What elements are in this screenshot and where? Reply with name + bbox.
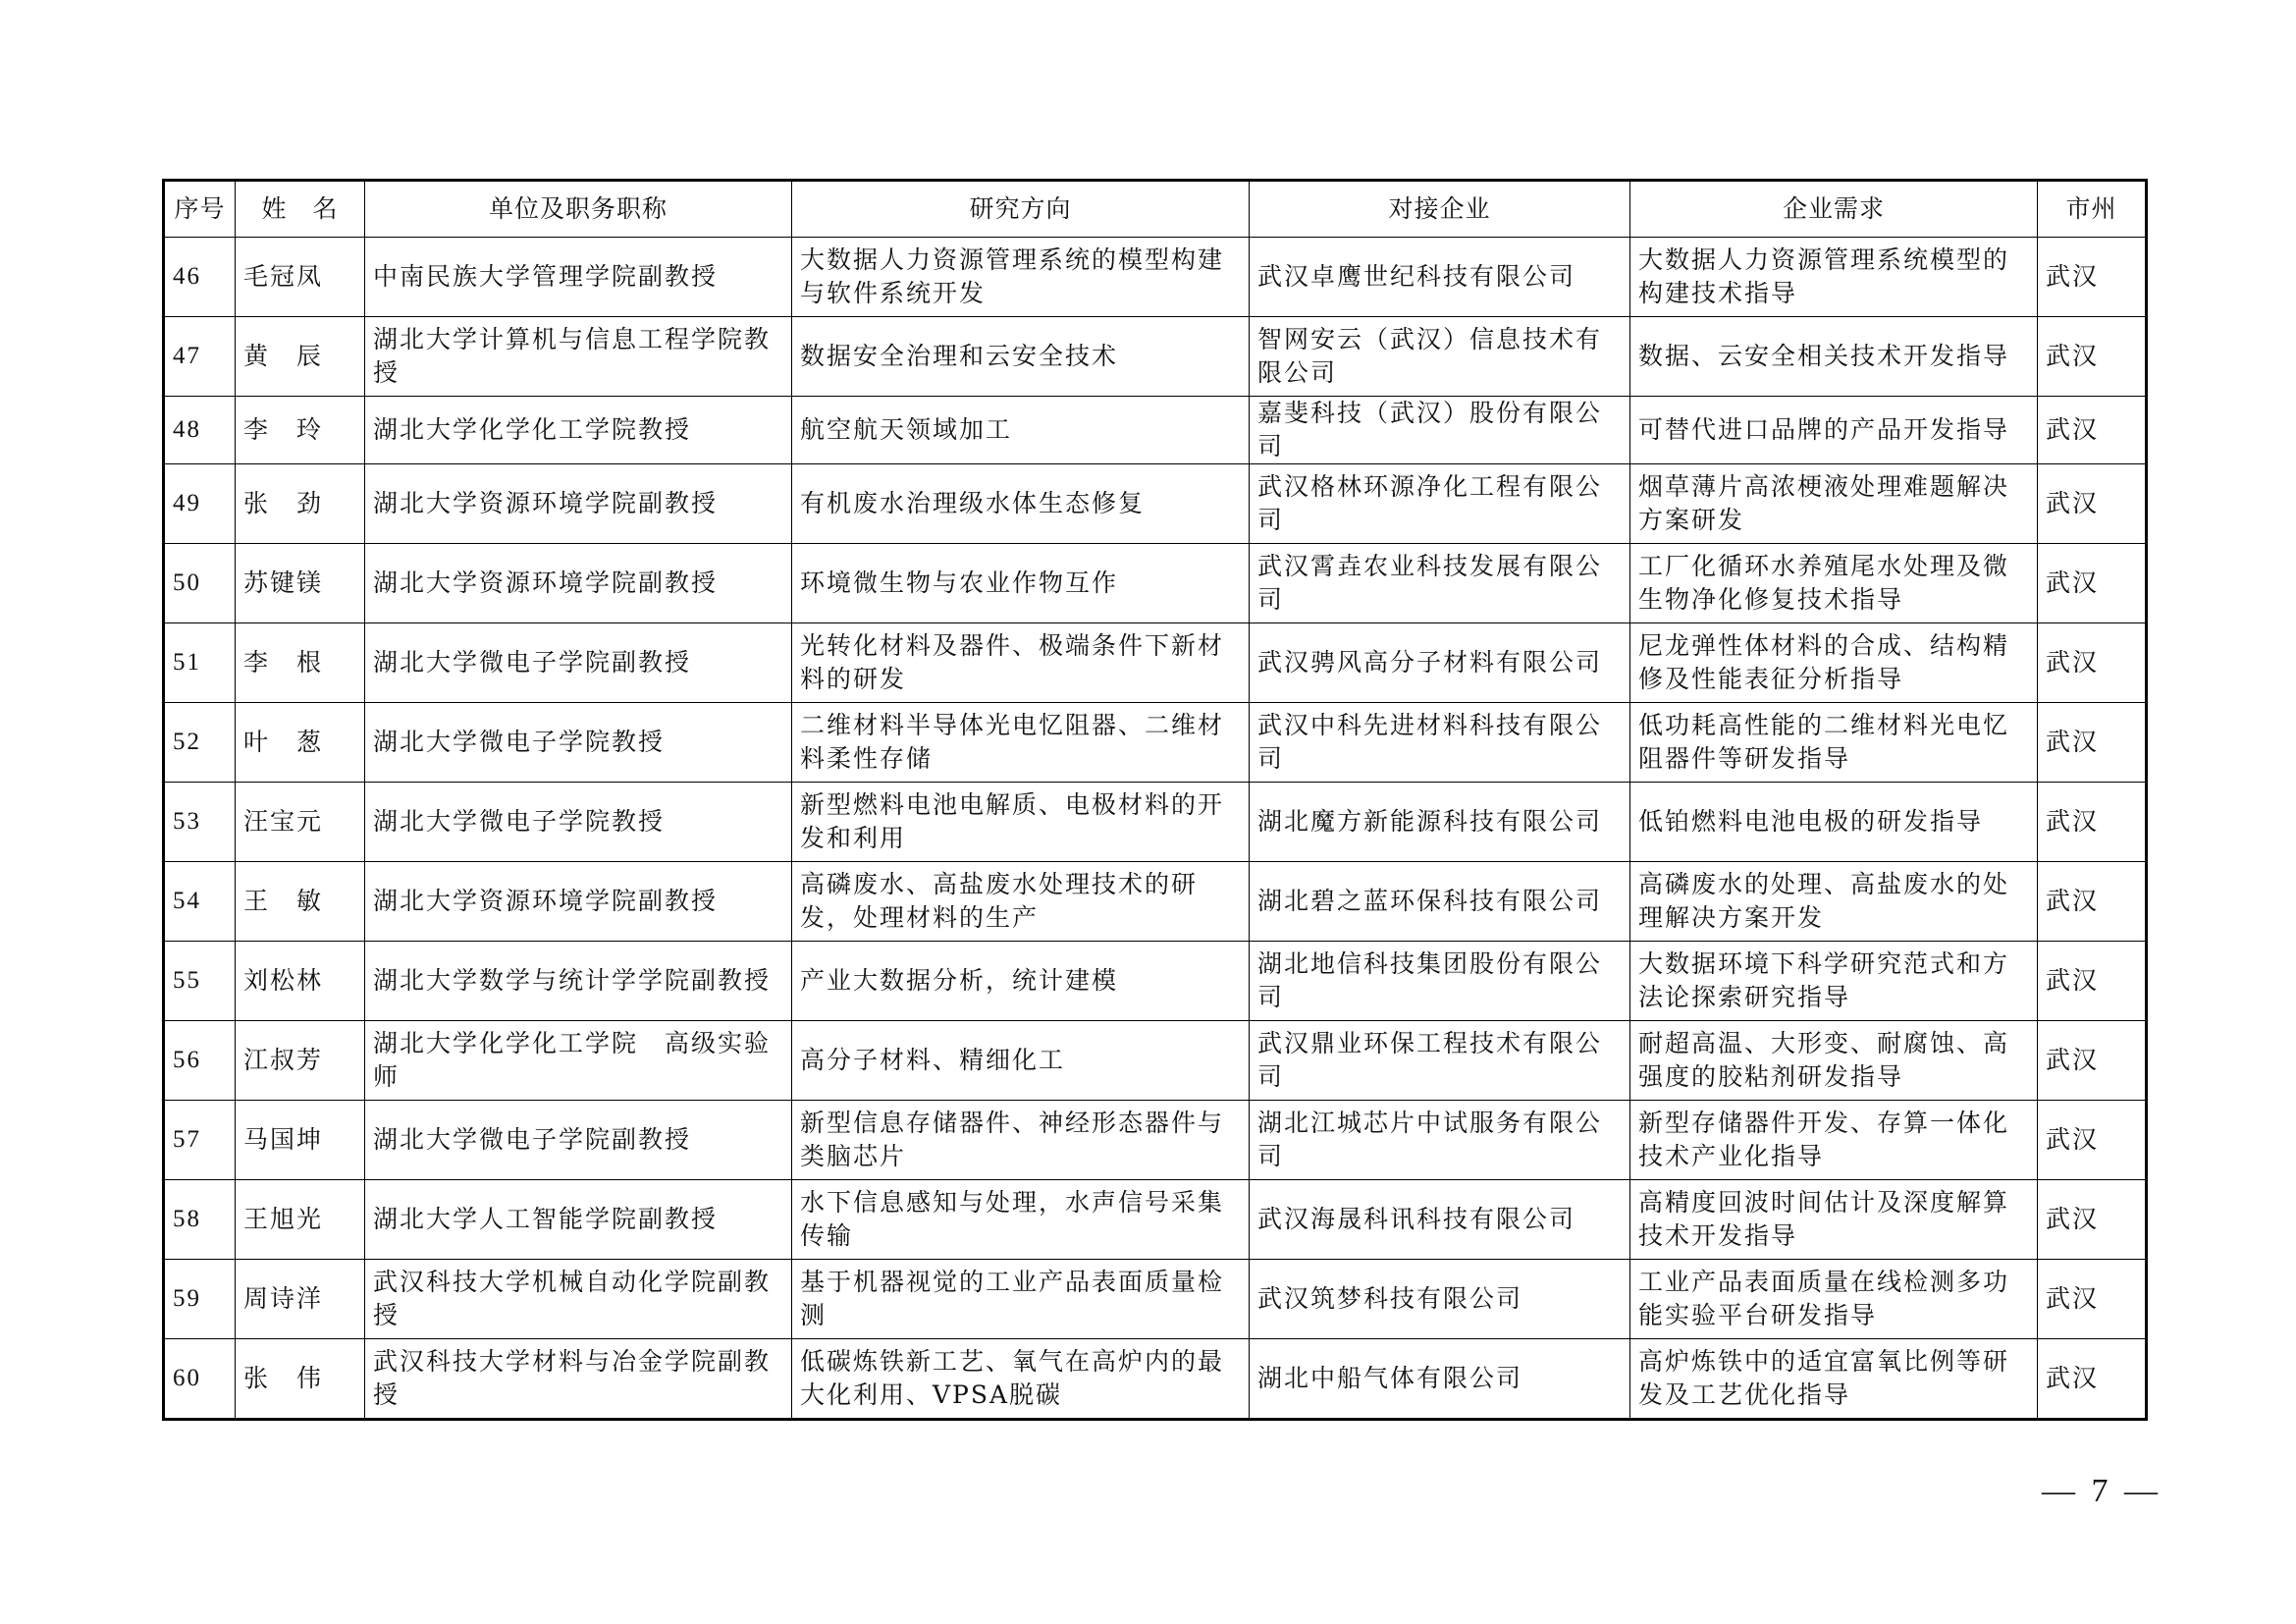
row-demand: 高精度回波时间估计及深度解算技术开发指导 bbox=[1630, 1180, 2038, 1260]
row-research: 基于机器视觉的工业产品表面质量检测 bbox=[792, 1260, 1250, 1339]
row-company: 武汉格林环源净化工程有限公司 bbox=[1250, 464, 1630, 544]
row-company: 武汉卓鹰世纪科技有限公司 bbox=[1250, 238, 1630, 317]
row-company: 嘉斐科技（武汉）股份有限公司 bbox=[1250, 397, 1630, 464]
row-demand: 低铂燃料电池电极的研发指导 bbox=[1630, 783, 2038, 862]
row-city: 武汉 bbox=[2038, 464, 2147, 544]
row-company: 湖北魔方新能源科技有限公司 bbox=[1250, 783, 1630, 862]
row-name: 李 玲 bbox=[236, 397, 365, 464]
row-company: 武汉霄垚农业科技发展有限公司 bbox=[1250, 544, 1630, 623]
table-row bbox=[164, 464, 2147, 544]
row-unit: 湖北大学微电子学院副教授 bbox=[365, 623, 792, 703]
row-unit: 湖北大学微电子学院教授 bbox=[365, 703, 792, 783]
row-name: 苏键镁 bbox=[236, 544, 365, 623]
row-number: 48 bbox=[164, 397, 236, 464]
table-row bbox=[164, 623, 2147, 703]
row-name: 刘松林 bbox=[236, 942, 365, 1021]
row-demand: 高磷废水的处理、高盐废水的处理解决方案开发 bbox=[1630, 862, 2038, 942]
row-research: 高磷废水、高盐废水处理技术的研发，处理材料的生产 bbox=[792, 862, 1250, 942]
row-city: 武汉 bbox=[2038, 703, 2147, 783]
row-number: 54 bbox=[164, 862, 236, 942]
row-name: 马国坤 bbox=[236, 1101, 365, 1180]
row-unit: 湖北大学人工智能学院副教授 bbox=[365, 1180, 792, 1260]
row-city: 武汉 bbox=[2038, 1021, 2147, 1101]
row-unit: 武汉科技大学机械自动化学院副教授 bbox=[365, 1260, 792, 1339]
table-row bbox=[164, 1339, 2147, 1420]
row-demand: 尼龙弹性体材料的合成、结构精修及性能表征分析指导 bbox=[1630, 623, 2038, 703]
row-name: 张 劲 bbox=[236, 464, 365, 544]
row-unit: 湖北大学化学化工学院 高级实验师 bbox=[365, 1021, 792, 1101]
row-number: 60 bbox=[164, 1339, 236, 1420]
row-name: 王 敏 bbox=[236, 862, 365, 942]
header-city: 市州 bbox=[2038, 181, 2147, 238]
row-research: 大数据人力资源管理系统的模型构建与软件系统开发 bbox=[792, 238, 1250, 317]
row-demand: 烟草薄片高浓梗液处理难题解决方案研发 bbox=[1630, 464, 2038, 544]
row-city: 武汉 bbox=[2038, 623, 2147, 703]
table-row bbox=[164, 1260, 2147, 1339]
row-name: 王旭光 bbox=[236, 1180, 365, 1260]
header-row bbox=[164, 181, 2147, 238]
row-research: 光转化材料及器件、极端条件下新材料的研发 bbox=[792, 623, 1250, 703]
header-company: 对接企业 bbox=[1250, 181, 1630, 238]
row-number: 52 bbox=[164, 703, 236, 783]
table-row bbox=[164, 317, 2147, 397]
row-city: 武汉 bbox=[2038, 1180, 2147, 1260]
row-research: 数据安全治理和云安全技术 bbox=[792, 317, 1250, 397]
row-research: 新型燃料电池电解质、电极材料的开发和利用 bbox=[792, 783, 1250, 862]
table-row bbox=[164, 1180, 2147, 1260]
table-row bbox=[164, 1101, 2147, 1180]
row-number: 55 bbox=[164, 942, 236, 1021]
row-city: 武汉 bbox=[2038, 783, 2147, 862]
row-demand: 低功耗高性能的二维材料光电忆阻器件等研发指导 bbox=[1630, 703, 2038, 783]
row-company: 智网安云（武汉）信息技术有限公司 bbox=[1250, 317, 1630, 397]
row-company: 湖北地信科技集团股份有限公司 bbox=[1250, 942, 1630, 1021]
row-company: 武汉筑梦科技有限公司 bbox=[1250, 1260, 1630, 1339]
table-row bbox=[164, 942, 2147, 1021]
row-name: 张 伟 bbox=[236, 1339, 365, 1420]
header-research: 研究方向 bbox=[792, 181, 1250, 238]
row-name: 周诗洋 bbox=[236, 1260, 365, 1339]
expert-table bbox=[162, 179, 2148, 1421]
row-name: 叶 葱 bbox=[236, 703, 365, 783]
row-demand: 大数据人力资源管理系统模型的构建技术指导 bbox=[1630, 238, 2038, 317]
row-unit: 湖北大学资源环境学院副教授 bbox=[365, 544, 792, 623]
row-company: 湖北中船气体有限公司 bbox=[1250, 1339, 1630, 1420]
row-research: 航空航天领域加工 bbox=[792, 397, 1250, 464]
header-unit: 单位及职务职称 bbox=[365, 181, 792, 238]
row-company: 武汉鼎业环保工程技术有限公司 bbox=[1250, 1021, 1630, 1101]
row-city: 武汉 bbox=[2038, 397, 2147, 464]
row-demand: 耐超高温、大形变、耐腐蚀、高强度的胶粘剂研发指导 bbox=[1630, 1021, 2038, 1101]
row-company: 湖北江城芯片中试服务有限公司 bbox=[1250, 1101, 1630, 1180]
row-research: 新型信息存储器件、神经形态器件与类脑芯片 bbox=[792, 1101, 1250, 1180]
row-name: 汪宝元 bbox=[236, 783, 365, 862]
table-row bbox=[164, 703, 2147, 783]
row-research: 低碳炼铁新工艺、氧气在高炉内的最大化利用、VPSA脱碳 bbox=[792, 1339, 1250, 1420]
row-research: 高分子材料、精细化工 bbox=[792, 1021, 1250, 1101]
row-demand: 工业产品表面质量在线检测多功能实验平台研发指导 bbox=[1630, 1260, 2038, 1339]
row-city: 武汉 bbox=[2038, 544, 2147, 623]
row-name: 江叔芳 bbox=[236, 1021, 365, 1101]
row-city: 武汉 bbox=[2038, 238, 2147, 317]
header-demand: 企业需求 bbox=[1630, 181, 2038, 238]
row-demand: 高炉炼铁中的适宜富氧比例等研发及工艺优化指导 bbox=[1630, 1339, 2038, 1420]
header-name: 姓 名 bbox=[236, 181, 365, 238]
table-row bbox=[164, 783, 2147, 862]
row-unit: 湖北大学化学化工学院教授 bbox=[365, 397, 792, 464]
row-number: 46 bbox=[164, 238, 236, 317]
row-company: 武汉骋风高分子材料有限公司 bbox=[1250, 623, 1630, 703]
row-number: 47 bbox=[164, 317, 236, 397]
row-unit: 湖北大学微电子学院教授 bbox=[365, 783, 792, 862]
table-row bbox=[164, 238, 2147, 317]
row-city: 武汉 bbox=[2038, 1339, 2147, 1420]
row-unit: 湖北大学数学与统计学学院副教授 bbox=[365, 942, 792, 1021]
row-research: 环境微生物与农业作物互作 bbox=[792, 544, 1250, 623]
row-demand: 可替代进口品牌的产品开发指导 bbox=[1630, 397, 2038, 464]
row-number: 58 bbox=[164, 1180, 236, 1260]
row-city: 武汉 bbox=[2038, 862, 2147, 942]
row-number: 51 bbox=[164, 623, 236, 703]
row-name: 毛冠凤 bbox=[236, 238, 365, 317]
row-research: 水下信息感知与处理，水声信号采集传输 bbox=[792, 1180, 1250, 1260]
page-number: — 7 — bbox=[2042, 1473, 2162, 1509]
row-company: 湖北碧之蓝环保科技有限公司 bbox=[1250, 862, 1630, 942]
row-city: 武汉 bbox=[2038, 942, 2147, 1021]
table-row bbox=[164, 544, 2147, 623]
row-name: 黄 辰 bbox=[236, 317, 365, 397]
row-research: 产业大数据分析，统计建模 bbox=[792, 942, 1250, 1021]
row-unit: 湖北大学资源环境学院副教授 bbox=[365, 464, 792, 544]
row-unit: 湖北大学计算机与信息工程学院教授 bbox=[365, 317, 792, 397]
row-city: 武汉 bbox=[2038, 1101, 2147, 1180]
row-name: 李 根 bbox=[236, 623, 365, 703]
table-row bbox=[164, 397, 2147, 464]
row-demand: 大数据环境下科学研究范式和方法论探索研究指导 bbox=[1630, 942, 2038, 1021]
row-number: 50 bbox=[164, 544, 236, 623]
table-row bbox=[164, 862, 2147, 942]
row-number: 49 bbox=[164, 464, 236, 544]
row-research: 有机废水治理级水体生态修复 bbox=[792, 464, 1250, 544]
row-number: 59 bbox=[164, 1260, 236, 1339]
header-no: 序号 bbox=[164, 181, 236, 238]
row-number: 57 bbox=[164, 1101, 236, 1180]
row-city: 武汉 bbox=[2038, 1260, 2147, 1339]
row-research: 二维材料半导体光电忆阻器、二维材料柔性存储 bbox=[792, 703, 1250, 783]
row-number: 56 bbox=[164, 1021, 236, 1101]
row-demand: 数据、云安全相关技术开发指导 bbox=[1630, 317, 2038, 397]
row-demand: 新型存储器件开发、存算一体化技术产业化指导 bbox=[1630, 1101, 2038, 1180]
row-demand: 工厂化循环水养殖尾水处理及微生物净化修复技术指导 bbox=[1630, 544, 2038, 623]
row-number: 53 bbox=[164, 783, 236, 862]
row-unit: 湖北大学资源环境学院副教授 bbox=[365, 862, 792, 942]
row-unit: 武汉科技大学材料与冶金学院副教授 bbox=[365, 1339, 792, 1420]
row-company: 武汉中科先进材料科技有限公司 bbox=[1250, 703, 1630, 783]
row-unit: 湖北大学微电子学院副教授 bbox=[365, 1101, 792, 1180]
row-company: 武汉海晟科讯科技有限公司 bbox=[1250, 1180, 1630, 1260]
table-row bbox=[164, 1021, 2147, 1101]
row-city: 武汉 bbox=[2038, 317, 2147, 397]
row-unit: 中南民族大学管理学院副教授 bbox=[365, 238, 792, 317]
